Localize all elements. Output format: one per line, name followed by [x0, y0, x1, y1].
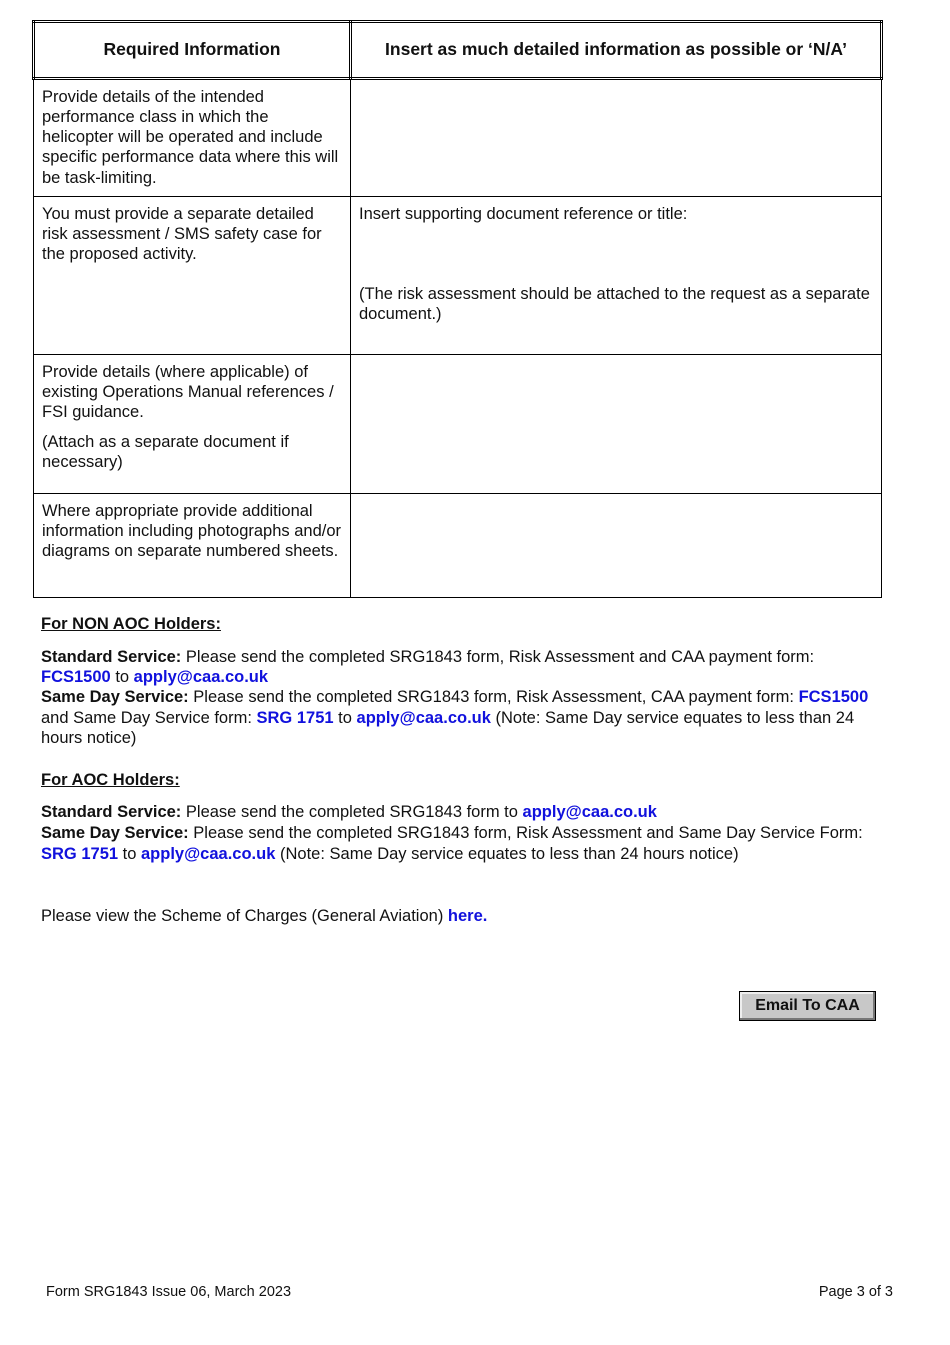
header-insert-information: Insert as much detailed information as possible or ‘N/A’: [351, 22, 882, 79]
aoc-same-day-service: [41, 823, 881, 865]
table-row: [34, 493, 882, 597]
response-note: (The risk assessment should be attached to the request as a separate document.): [359, 284, 870, 323]
required-text: You must provide a separate detailed risk assessment / SMS safety case for the proposed activity.: [34, 196, 351, 354]
table-row: [34, 79, 882, 197]
non-aoc-section: [41, 614, 881, 748]
srg1751-link[interactable]: SRG 1751: [41, 844, 119, 863]
to-text: to: [115, 668, 130, 687]
standard-service-text: Please send the completed SRG1843 form to: [185, 802, 518, 821]
response-prompt: Insert supporting document reference or title:: [359, 204, 688, 223]
same-day-note: (Note: Same Day service equates to less than 24 hours notice): [41, 708, 855, 747]
table-row: [34, 354, 882, 493]
fcs1500-link[interactable]: FCS1500: [798, 688, 869, 707]
non-aoc-standard-service: [41, 647, 881, 687]
required-text: Provide details (where applicable) of existing Operations Manual references / FSI guidance.: [42, 362, 334, 421]
apply-email-link[interactable]: apply@caa.co.uk: [133, 668, 269, 687]
table-row: [34, 196, 882, 354]
scheme-of-charges: [41, 906, 881, 926]
required-text: Where appropriate provide additional information including photographs and/or diagrams on separate numbered sheets.: [34, 493, 351, 597]
charges-text: Please view the Scheme of Charges (General Aviation): [41, 907, 444, 925]
response-field[interactable]: [351, 79, 882, 197]
fcs1500-link[interactable]: FCS1500: [41, 668, 111, 687]
same-day-service-text-2: and Same Day Service form:: [41, 708, 252, 727]
response-field[interactable]: [351, 354, 882, 493]
non-aoc-same-day-service: [41, 687, 881, 747]
same-day-service-label: Same Day Service:: [41, 823, 189, 842]
same-day-service-text: Please send the completed SRG1843 form, Risk Assessment and Same Day Service Form:: [193, 823, 863, 842]
same-day-note: (Note: Same Day service equates to less than 24 hours notice): [280, 844, 739, 863]
footer-page-number: Page 3 of 3: [818, 1284, 893, 1300]
non-aoc-heading: For NON AOC Holders:: [41, 615, 221, 633]
standard-service-label: Standard Service:: [41, 802, 182, 821]
header-required-information: Required Information: [34, 22, 351, 79]
footer-form-id: Form SRG1843 Issue 06, March 2023: [46, 1284, 292, 1300]
standard-service-label: Standard Service:: [41, 648, 182, 667]
table-header-row: [34, 22, 882, 79]
apply-email-link[interactable]: apply@caa.co.uk: [356, 708, 491, 727]
aoc-section: [41, 770, 881, 865]
apply-email-link[interactable]: apply@caa.co.uk: [522, 802, 657, 821]
to-text: to: [122, 844, 137, 863]
same-day-service-label: Same Day Service:: [41, 688, 189, 707]
charges-here-link[interactable]: here.: [447, 907, 488, 925]
apply-email-link[interactable]: apply@caa.co.uk: [141, 844, 276, 863]
standard-service-text: Please send the completed SRG1843 form, Risk Assessment and CAA payment form:: [185, 648, 815, 667]
required-text: Provide details of the intended performance class in which the helicopter will be operated and include specific performance data where this will be task-limiting.: [34, 79, 351, 197]
aoc-heading: For AOC Holders:: [41, 771, 180, 789]
same-day-service-text: Please send the completed SRG1843 form, Risk Assessment, CAA payment form:: [193, 688, 794, 707]
response-field[interactable]: [351, 493, 882, 597]
required-information-table: [32, 20, 883, 598]
required-cell: [34, 354, 351, 493]
aoc-standard-service: [41, 802, 881, 823]
email-to-caa-button[interactable]: Email To CAA: [739, 991, 876, 1021]
to-text: to: [338, 708, 352, 727]
response-field[interactable]: [351, 196, 882, 354]
srg1751-link[interactable]: SRG 1751: [256, 708, 334, 727]
required-note: (Attach as a separate document if necessary): [42, 433, 289, 472]
